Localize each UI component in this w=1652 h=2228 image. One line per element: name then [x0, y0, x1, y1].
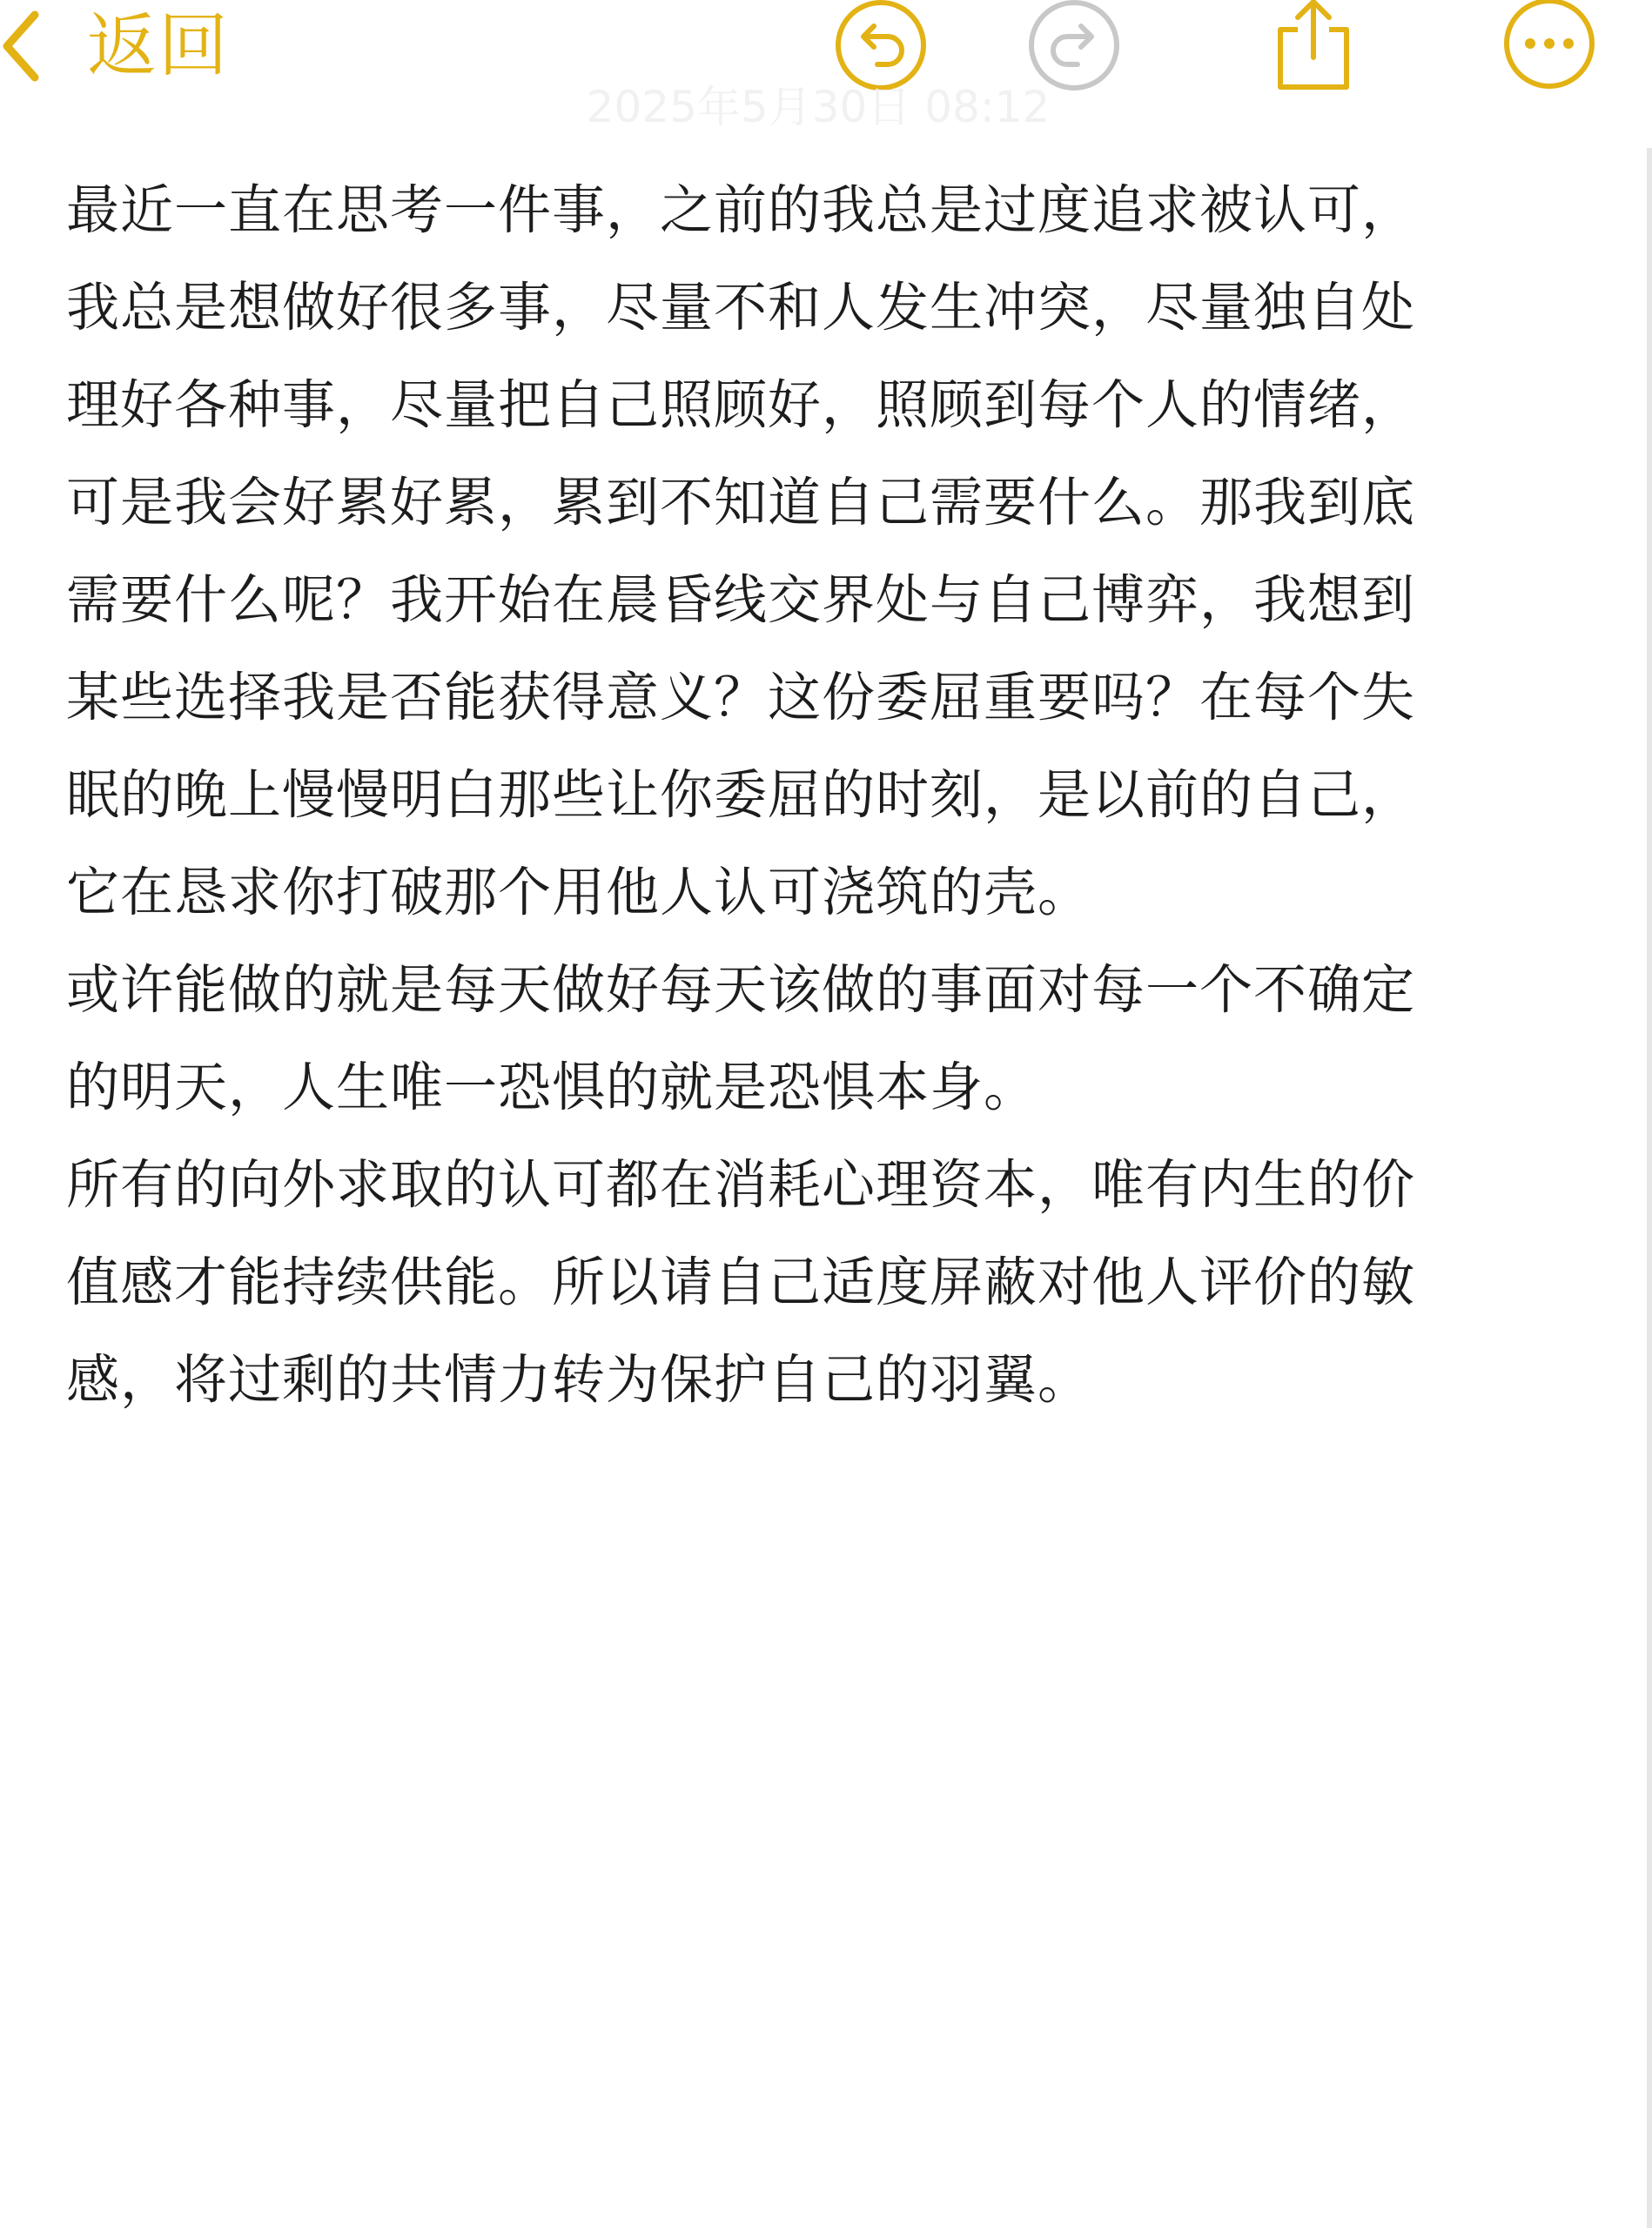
text-line: 感，将过剩的共情力转为保护自己的羽翼。	[66, 1349, 1092, 1411]
back-label: 返回	[87, 4, 230, 86]
paragraph-1	[66, 162, 1563, 942]
text-line: 的明天，人生唯一恐惧的就是恐惧本身。	[66, 1057, 1038, 1118]
text-line: 所有的向外求取的认可都在消耗心理资本，唯有内生的价	[66, 1154, 1416, 1216]
note-date: 2025年5月30日 08:12	[586, 82, 1051, 132]
more-icon	[1501, 0, 1598, 91]
text-line: 理好各种事，尽量把自己照顾好，照顾到每个人的情绪，	[66, 374, 1416, 436]
text-line: 可是我会好累好累，累到不知道自己需要什么。那我到底	[66, 472, 1416, 534]
note-text-editor[interactable]	[66, 162, 1563, 1429]
text-line: 我总是想做好很多事，尽量不和人发生冲突，尽量独自处	[66, 277, 1416, 339]
more-button[interactable]	[1501, 0, 1598, 91]
share-icon	[1265, 0, 1362, 91]
text-line: 需要什么呢？我开始在晨昏线交界处与自己博弈，我想到	[66, 569, 1416, 631]
text-line: 最近一直在思考一件事，之前的我总是过度追求被认可，	[66, 179, 1416, 241]
paragraph-3	[66, 1137, 1563, 1429]
chevron-left-icon	[0, 3, 44, 90]
text-line: 或许能做的就是每天做好每天该做的事面对每一个不确定	[66, 959, 1416, 1021]
share-button[interactable]	[1265, 0, 1362, 91]
text-line: 它在恳求你打破那个用他人认可浇筑的壳。	[66, 862, 1092, 923]
paragraph-2	[66, 942, 1563, 1137]
back-button[interactable]	[0, 0, 252, 91]
scrollbar[interactable]	[1647, 148, 1652, 2228]
text-line: 眠的晚上慢慢明白那些让你委屈的时刻，是以前的自己，	[66, 764, 1416, 826]
text-line: 值感才能持续供能。所以请自己适度屏蔽对他人评价的敏	[66, 1252, 1416, 1313]
text-line: 某些选择我是否能获得意义？这份委屈重要吗？在每个失	[66, 667, 1416, 728]
